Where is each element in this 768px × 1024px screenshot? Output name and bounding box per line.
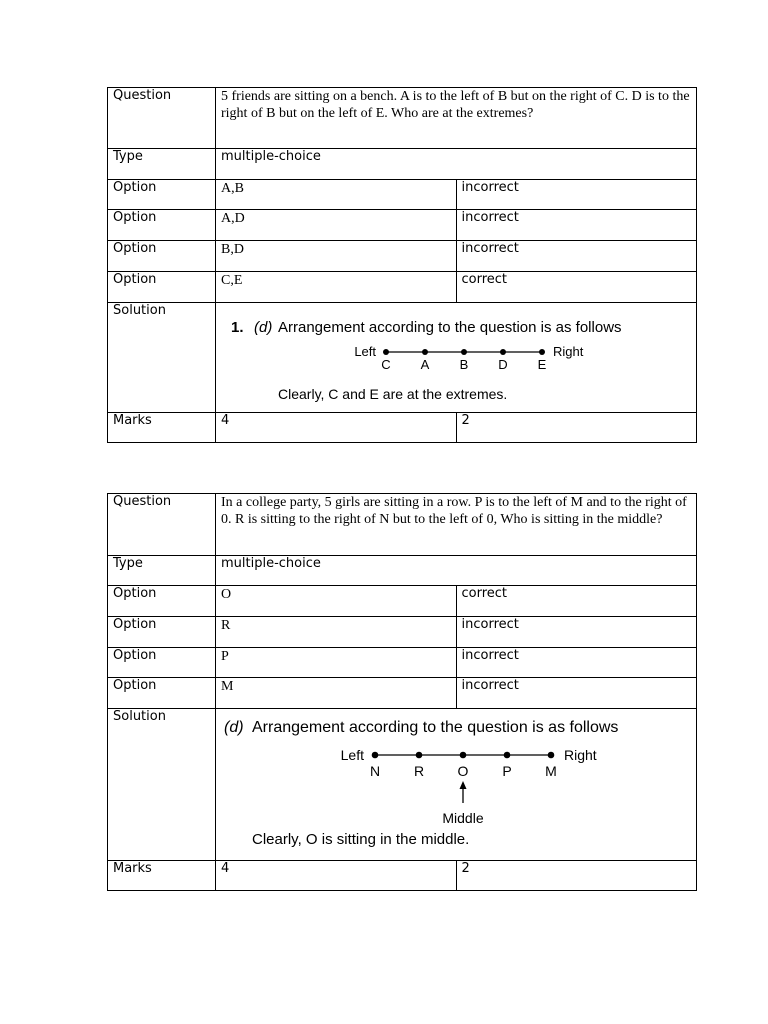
seat-letter: M [545,763,557,779]
option-label: Option [108,648,216,678]
marks-label: Marks [108,413,216,443]
left-label: Left [354,344,376,359]
option-text: B,D [216,241,457,272]
question-text: 5 friends are sitting on a bench. A is to the left of B but on the right of C. D is to the right of B but on the left of E. Who are at the extremes? [216,88,697,149]
seat-letter: O [457,763,469,779]
solution-label: Solution [108,303,216,413]
option-status: incorrect [456,648,697,678]
seat-letter: P [502,763,512,779]
seat-dot [383,349,389,355]
option-label: Option [108,210,216,241]
option-label: Option [108,180,216,210]
option-status: incorrect [456,241,697,272]
seat-dot [372,752,379,759]
seat-letter: N [369,763,381,779]
solution-content [216,303,697,413]
seat-dot [548,752,555,759]
option-text: P [216,648,457,678]
type-label: Type [108,149,216,180]
seat-letter: D [498,357,508,372]
solution-diagram-1 [216,303,696,411]
solution-label: Solution [108,709,216,861]
seat-letter: C [381,357,391,372]
solution-answer: (d) [254,319,273,336]
solution-conclusion: Clearly, O is sitting in the middle. [252,831,470,848]
question-table-2 [107,493,697,891]
left-label: Left [340,747,364,763]
solution-heading: Arrangement according to the question is as follows [278,319,622,336]
option-label: Option [108,272,216,303]
option-status: incorrect [456,678,697,709]
option-text: R [216,617,457,648]
option-label: Option [108,586,216,617]
type-value: multiple-choice [216,149,697,180]
question-text: In a college party, 5 girls are sitting in a row. P is to the left of M and to the right of 0. R is sitting to the right of N but to the left of 0, Who is sitting in the middle? [216,494,697,556]
seat-letter: A [420,357,430,372]
seat-dot [422,349,428,355]
solution-diagram-2 [216,709,696,859]
option-text: O [216,586,457,617]
solution-content [216,709,697,861]
option-text: M [216,678,457,709]
right-label: Right [564,747,597,763]
seat-dot [461,349,467,355]
marks-secondary-value: 2 [456,413,697,443]
marks-label: Marks [108,861,216,891]
solution-heading: Arrangement according to the question is as follows [252,719,619,736]
solution-number: 1. [231,319,244,336]
seat-letter: B [459,357,469,372]
type-label: Type [108,556,216,586]
option-label: Option [108,617,216,648]
option-status: correct [456,272,697,303]
option-status: incorrect [456,180,697,210]
seat-letter: E [537,357,547,372]
option-text: A,D [216,210,457,241]
marks-secondary-value: 2 [456,861,697,891]
right-label: Right [553,344,584,359]
marks-value: 4 [216,861,457,891]
seat-dot [500,349,506,355]
solution-answer: (d) [224,719,244,736]
seat-dot [539,349,545,355]
seat-dot [416,752,423,759]
option-label: Option [108,241,216,272]
option-status: correct [456,586,697,617]
type-value: multiple-choice [216,556,697,586]
solution-conclusion: Clearly, C and E are at the extremes. [278,386,508,402]
middle-label: Middle [442,810,484,826]
question-label: Question [108,88,216,149]
option-status: incorrect [456,617,697,648]
up-arrow-icon [460,781,467,789]
option-text: A,B [216,180,457,210]
marks-value: 4 [216,413,457,443]
option-status: incorrect [456,210,697,241]
seat-letter: R [413,763,425,779]
option-text: C,E [216,272,457,303]
seat-dot [504,752,511,759]
seat-dot [460,752,467,759]
question-table-1 [107,87,697,443]
option-label: Option [108,678,216,709]
question-label: Question [108,494,216,556]
